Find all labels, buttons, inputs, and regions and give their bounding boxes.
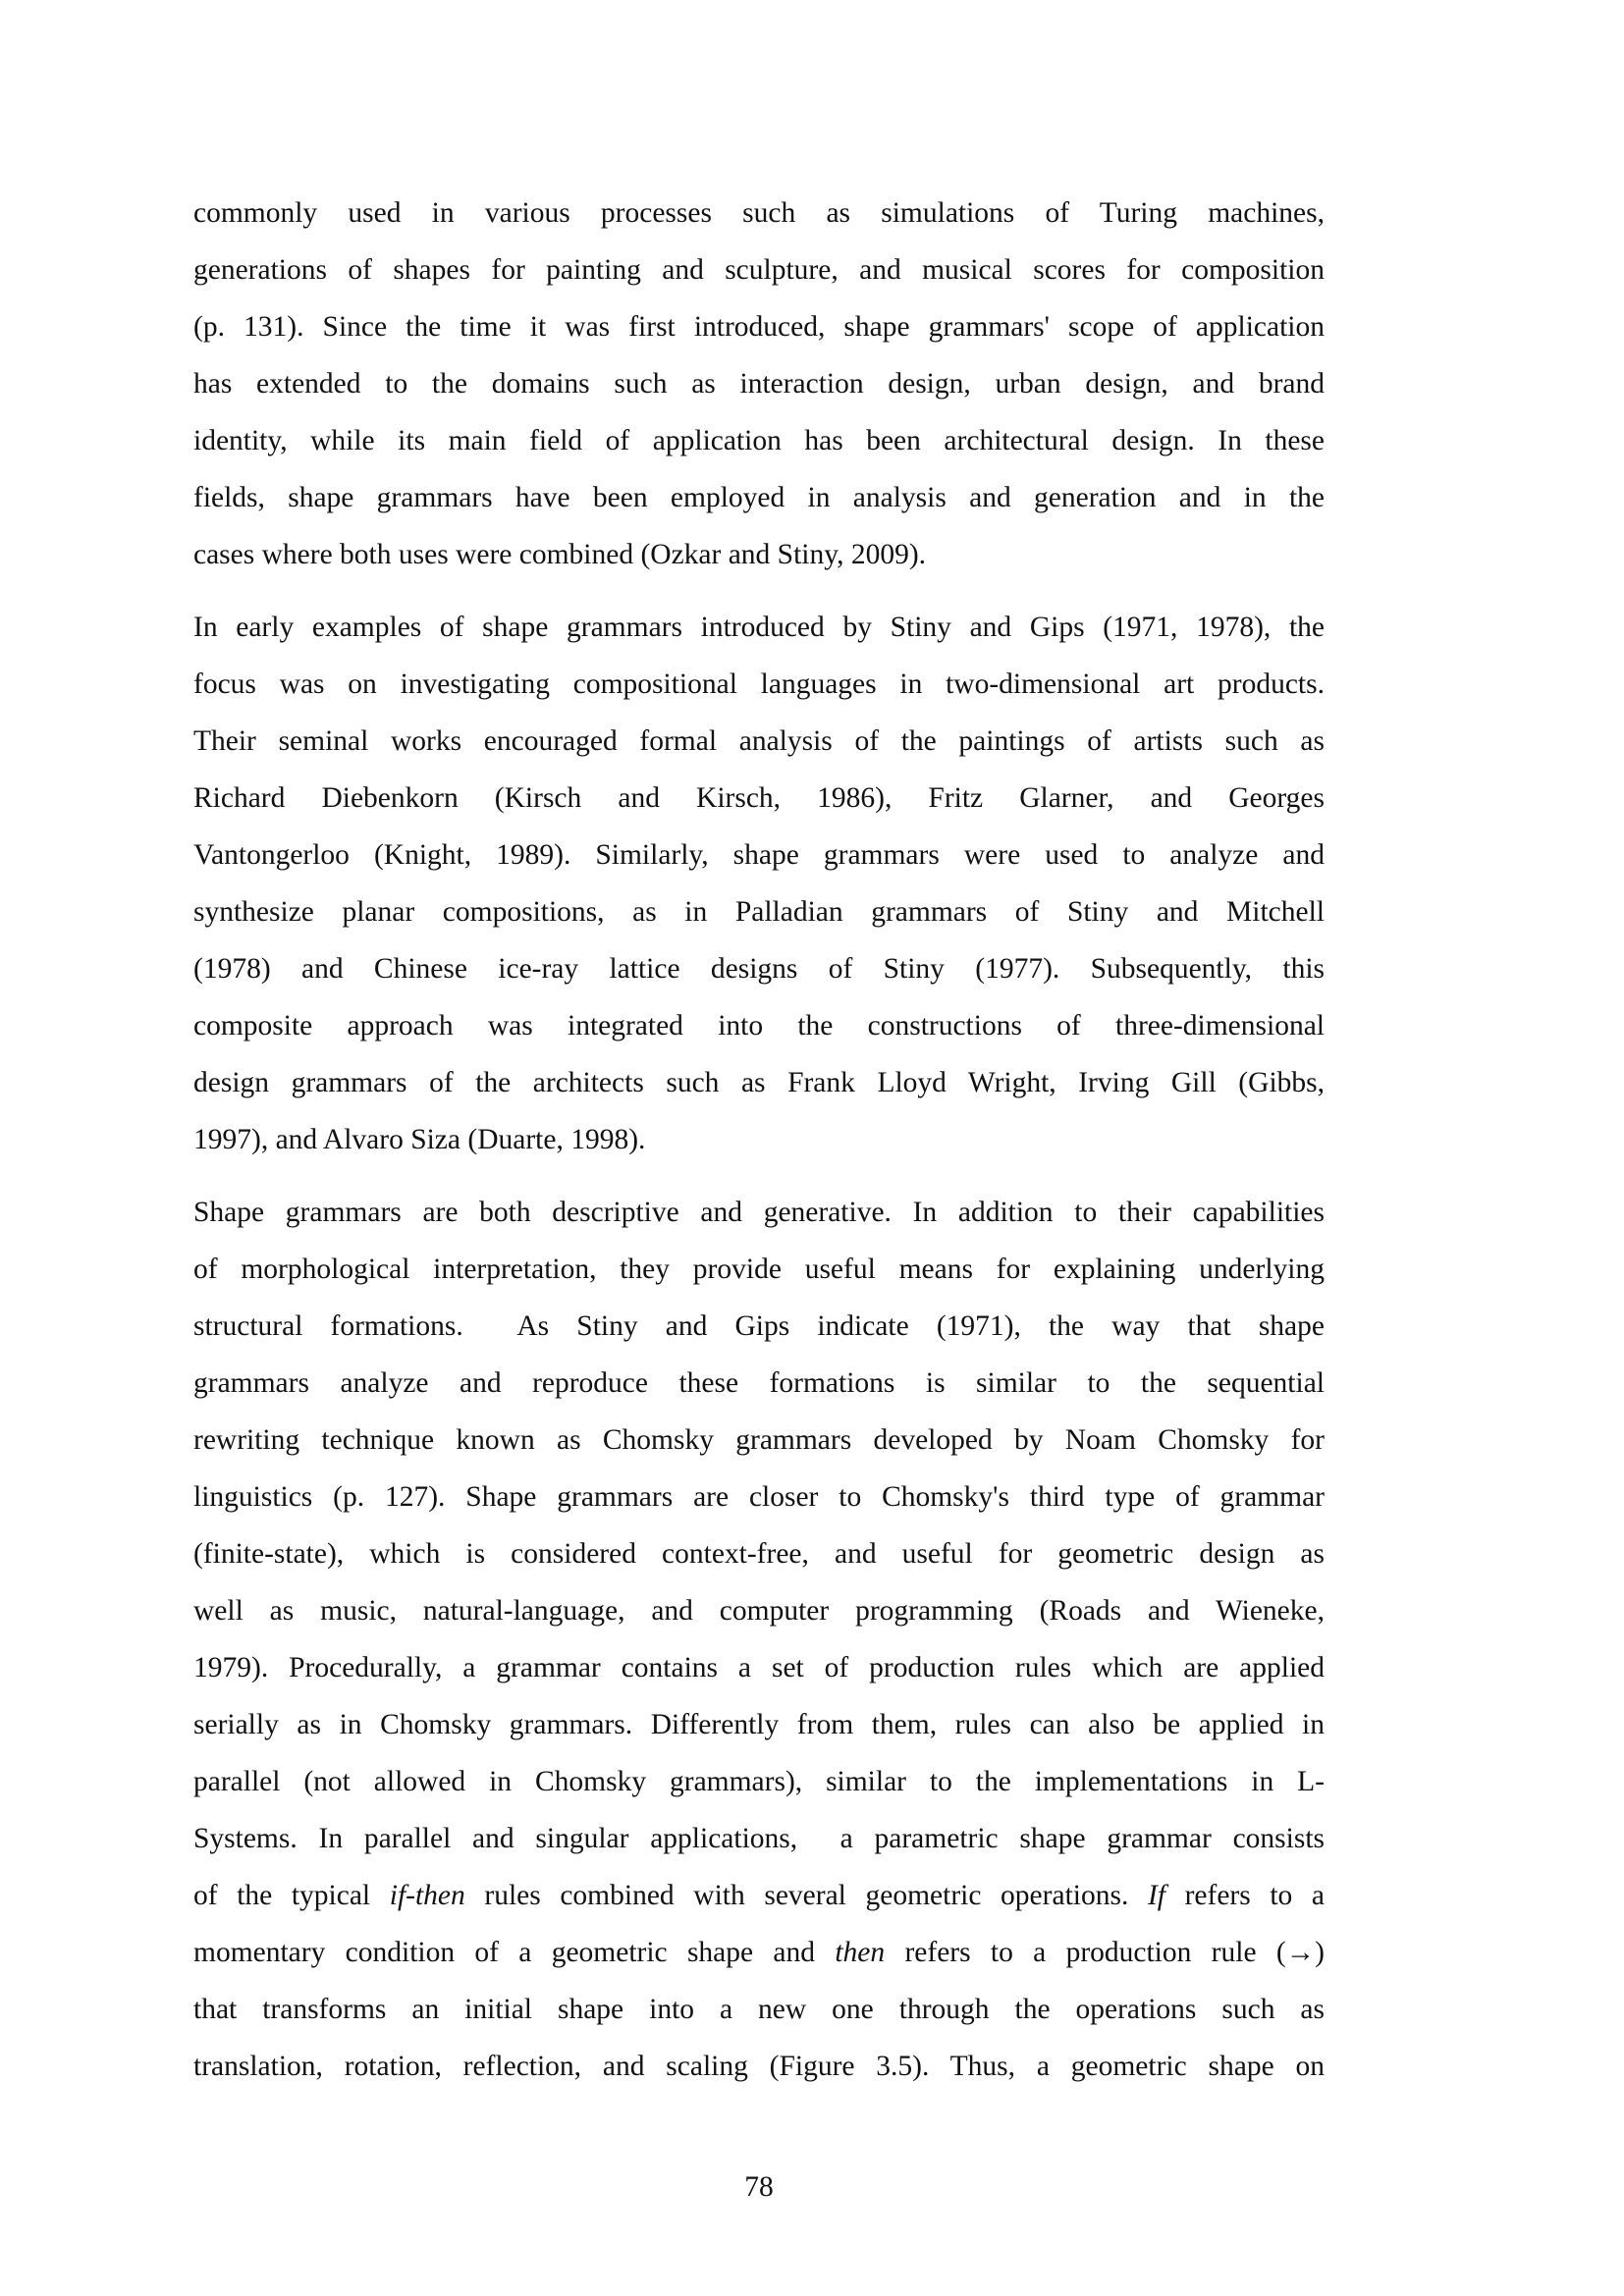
text-line [193, 1412, 1325, 1468]
paragraph [193, 599, 1325, 1168]
text-line [193, 412, 1325, 469]
text-segment: 1997), and Alvaro Siza (Duarte, 1998). [193, 1124, 646, 1155]
text-line [193, 1355, 1325, 1412]
text-segment: well as music, natural-language, and computer programming (Roads and Wieneke, [193, 1595, 1325, 1627]
text-line [193, 1867, 1325, 1924]
text-line [193, 526, 1325, 583]
text-segment: of morphological interpretation, they provide useful means for explaining underlying [193, 1254, 1325, 1285]
text-line [193, 599, 1325, 656]
text-line [193, 1468, 1325, 1525]
text-line [193, 1981, 1325, 2038]
text-segment: design grammars of the architects such as Frank Lloyd Wright, Irving Gill (Gibbs, [193, 1067, 1325, 1098]
text-segment: has extended to the domains such as interaction design, urban design, and brand [193, 368, 1325, 400]
text-line [193, 1298, 1325, 1355]
text-segment: (1978) and Chinese ice-ray lattice designs of Stiny (1977). Subsequently, this [193, 953, 1325, 985]
text-segment: focus was on investigating compositional languages in two-dimensional art products. [193, 668, 1325, 700]
italic-text: If [1147, 1880, 1165, 1911]
text-line [193, 1525, 1325, 1582]
text-segment: composite approach was integrated into the constructions of three-dimensional [193, 1010, 1325, 1041]
text-line [193, 1753, 1325, 1810]
italic-text: then [835, 1937, 886, 1968]
text-line [193, 355, 1325, 412]
text-segment: identity, while its main field of application has been architectural design. In these [193, 425, 1325, 456]
text-segment: synthesize planar compositions, as in Palladian grammars of Stiny and Mitchell [193, 896, 1325, 928]
text-line [193, 241, 1325, 298]
text-line [193, 1054, 1325, 1111]
text-line [193, 1696, 1325, 1753]
text-segment: (p. 131). Since the time it was first introduced, shape grammars' scope of application [193, 311, 1325, 343]
text-line [193, 1582, 1325, 1639]
text-line [193, 997, 1325, 1054]
text-segment: fields, shape grammars have been employed in analysis and generation and in the [193, 482, 1325, 513]
text-segment: rewriting technique known as Chomsky grammars developed by Noam Chomsky for [193, 1424, 1325, 1456]
text-segment: 1979). Procedurally, a grammar contains a set of production rules which are applied [193, 1652, 1325, 1683]
body-text [193, 185, 1325, 2110]
text-line [193, 940, 1325, 997]
text-line [193, 1241, 1325, 1298]
text-line [193, 1184, 1325, 1241]
text-segment: that transforms an initial shape into a new one through the operations such as [193, 1994, 1325, 2025]
text-line [193, 1810, 1325, 1867]
text-segment: In early examples of shape grammars introduced by Stiny and Gips (1971, 1978), the [193, 612, 1325, 643]
text-segment: serially as in Chomsky grammars. Differently from them, rules can also be applied in [193, 1709, 1325, 1740]
text-segment: of the typical [193, 1880, 390, 1911]
text-segment: refers to a production rule (→) [885, 1937, 1326, 1968]
text-segment: Their seminal works encouraged formal analysis of the paintings of artists such as [193, 725, 1325, 757]
text-segment: linguistics (p. 127). Shape grammars are closer to Chomsky's third type of grammar [193, 1481, 1325, 1513]
text-line [193, 469, 1325, 526]
text-segment: cases where both uses were combined (Ozkar and Stiny, 2009). [193, 539, 927, 570]
text-line [193, 713, 1325, 770]
text-segment: parallel (not allowed in Chomsky grammars), similar to the implementations in L- [193, 1766, 1325, 1797]
text-segment: (finite-state), which is considered context-free, and useful for geometric design as [193, 1538, 1325, 1570]
text-segment: Systems. In parallel and singular applications, a parametric shape grammar consists [193, 1823, 1325, 1854]
text-segment: Shape grammars are both descriptive and generative. In addition to their capabilities [193, 1197, 1325, 1228]
text-line [193, 770, 1325, 827]
text-line [193, 883, 1325, 940]
text-segment: Richard Diebenkorn (Kirsch and Kirsch, 1986), Fritz Glarner, and Georges [193, 782, 1325, 814]
text-line [193, 1111, 1325, 1168]
text-line [193, 298, 1325, 355]
text-segment: Vantongerloo (Knight, 1989). Similarly, shape grammars were used to analyze and [193, 839, 1325, 871]
paragraph [193, 1184, 1325, 2095]
text-line [193, 2038, 1325, 2095]
text-segment: momentary condition of a geometric shape and [193, 1937, 836, 1968]
text-line [193, 827, 1325, 883]
text-segment: commonly used in various processes such as simulations of Turing machines, [193, 197, 1325, 229]
text-line [193, 1924, 1325, 1981]
text-segment: refers to a [1164, 1880, 1325, 1911]
text-line [193, 656, 1325, 713]
text-segment: rules combined with several geometric operations. [464, 1880, 1148, 1911]
text-segment: grammars analyze and reproduce these formations is similar to the sequential [193, 1367, 1325, 1399]
text-segment: structural formations. As Stiny and Gips indicate (1971), the way that shape [193, 1310, 1325, 1342]
italic-text: if-then [389, 1880, 465, 1911]
text-segment: generations of shapes for painting and sculpture, and musical scores for composition [193, 254, 1325, 286]
page-number: 78 [744, 2171, 774, 2203]
paragraph [193, 185, 1325, 583]
text-segment: translation, rotation, reflection, and scaling (Figure 3.5). Thus, a geometric shape on [193, 2051, 1325, 2082]
text-line [193, 185, 1325, 241]
text-line [193, 1639, 1325, 1696]
